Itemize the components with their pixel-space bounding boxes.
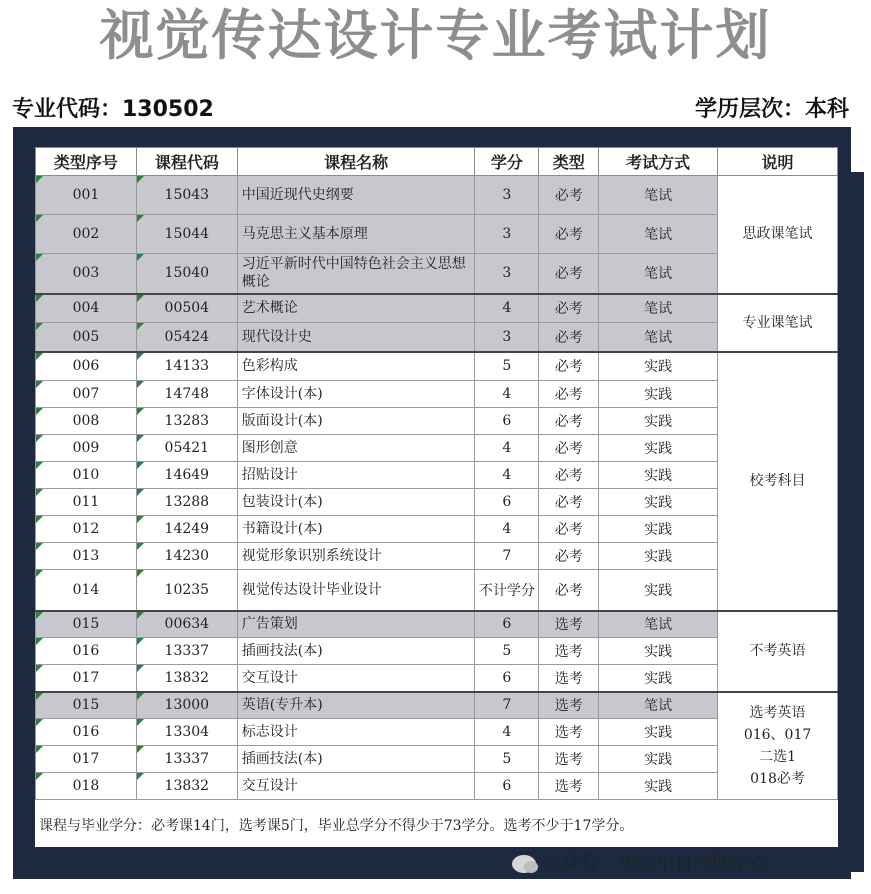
cell-type-no: 007 (36, 381, 137, 408)
cell-exam-method: 笔试 (599, 215, 718, 254)
cell-course-name: 字体设计(本) (237, 381, 475, 408)
header-credits: 学分 (475, 148, 539, 176)
cell-credits: 6 (475, 489, 539, 516)
cell-credits: 4 (475, 381, 539, 408)
cell-course-name: 视觉形象识别系统设计 (237, 543, 475, 570)
table-row (36, 638, 838, 665)
cell-course-code: 00634 (136, 611, 237, 638)
cell-course-code: 14230 (136, 543, 237, 570)
cell-exam-method: 笔试 (599, 611, 718, 638)
cell-type: 必考 (539, 516, 599, 543)
cell-course-name: 习近平新时代中国特色社会主义思想概论 (237, 254, 475, 294)
cell-course-code: 13832 (136, 665, 237, 692)
cell-type-no: 013 (36, 543, 137, 570)
cell-exam-method: 实践 (599, 570, 718, 611)
cell-exam-method: 实践 (599, 516, 718, 543)
watermark (512, 848, 769, 875)
cell-exam-method: 笔试 (599, 323, 718, 352)
cell-course-name: 版面设计(本) (237, 408, 475, 435)
cell-course-name: 广告策划 (237, 611, 475, 638)
cell-type-no: 008 (36, 408, 137, 435)
cell-course-name: 插画技法(本) (237, 638, 475, 665)
table-row (36, 516, 838, 543)
cell-type-no: 016 (36, 719, 137, 746)
table-row (36, 543, 838, 570)
cell-course-code: 13283 (136, 408, 237, 435)
cell-type-no: 017 (36, 665, 137, 692)
cell-credits: 不计学分 (475, 570, 539, 611)
cell-course-code: 14249 (136, 516, 237, 543)
cell-course-name: 书籍设计(本) (237, 516, 475, 543)
cell-course-code: 13304 (136, 719, 237, 746)
note-major-written: 专业课笔试 (718, 294, 838, 352)
header-notes: 说明 (718, 148, 838, 176)
cell-type: 必考 (539, 215, 599, 254)
cell-exam-method: 实践 (599, 381, 718, 408)
cell-course-code: 14649 (136, 462, 237, 489)
note-line: 二选1 (759, 748, 796, 765)
cell-course-name: 交互设计 (237, 773, 475, 800)
table-row (36, 692, 838, 719)
cell-type: 必考 (539, 352, 599, 381)
table-row (36, 719, 838, 746)
credit-requirements: 课程与毕业学分：必考课14门，选考课5门，毕业总学分不得少于73学分。选考不少于17学分。 (39, 818, 634, 834)
cell-credits: 4 (475, 294, 539, 323)
table-row (36, 462, 838, 489)
cell-course-name: 招贴设计 (237, 462, 475, 489)
cell-credits: 6 (475, 611, 539, 638)
cell-credits: 7 (475, 543, 539, 570)
note-line: 018必考 (750, 770, 805, 787)
cell-credits: 4 (475, 462, 539, 489)
cell-exam-method: 实践 (599, 773, 718, 800)
cell-credits: 4 (475, 435, 539, 462)
header-row (36, 148, 838, 176)
cell-type: 选考 (539, 773, 599, 800)
cell-credits: 3 (475, 176, 539, 215)
cell-course-code: 13288 (136, 489, 237, 516)
cell-type-no: 002 (36, 215, 137, 254)
cell-type: 选考 (539, 719, 599, 746)
note-ideology: 思政课笔试 (718, 176, 838, 294)
cell-type-no: 017 (36, 746, 137, 773)
cell-exam-method: 笔试 (599, 692, 718, 719)
cell-course-code: 15044 (136, 215, 237, 254)
cell-type: 必考 (539, 176, 599, 215)
cell-course-code: 14133 (136, 352, 237, 381)
table-row (36, 773, 838, 800)
cell-course-name: 英语(专升本) (237, 692, 475, 719)
cell-type-no: 015 (36, 692, 137, 719)
cell-course-name: 中国近现代史纲要 (237, 176, 475, 215)
table-row (36, 489, 838, 516)
cell-exam-method: 实践 (599, 462, 718, 489)
cell-type: 选考 (539, 665, 599, 692)
cell-credits: 5 (475, 352, 539, 381)
cell-course-code: 13832 (136, 773, 237, 800)
cell-course-code: 15043 (136, 176, 237, 215)
table-row (36, 294, 838, 323)
cell-credits: 6 (475, 665, 539, 692)
cell-type: 必考 (539, 570, 599, 611)
cell-course-name: 色彩构成 (237, 352, 475, 381)
cell-type-no: 014 (36, 570, 137, 611)
table-row (36, 611, 838, 638)
cell-type-no: 006 (36, 352, 137, 381)
table-row (36, 665, 838, 692)
cell-type: 必考 (539, 435, 599, 462)
cell-course-code: 05424 (136, 323, 237, 352)
cell-course-name: 艺术概论 (237, 294, 475, 323)
page-title: 视觉传达设计专业考试计划 (99, 4, 772, 67)
table-row (36, 435, 838, 462)
cell-type-no: 004 (36, 294, 137, 323)
cell-course-code: 13337 (136, 746, 237, 773)
cell-type: 必考 (539, 254, 599, 294)
cell-course-name: 标志设计 (237, 719, 475, 746)
cell-type: 必考 (539, 408, 599, 435)
cell-type-no: 016 (36, 638, 137, 665)
note-line: 016、017 (743, 726, 812, 743)
cell-exam-method: 实践 (599, 408, 718, 435)
wechat-icon (512, 855, 536, 873)
note-no-english: 不考英语 (718, 611, 838, 692)
header-type: 类型 (539, 148, 599, 176)
table-row (36, 215, 838, 254)
header-course-name: 课程名称 (237, 148, 475, 176)
cell-exam-method: 实践 (599, 435, 718, 462)
cell-type-no: 003 (36, 254, 137, 294)
cell-credits: 6 (475, 773, 539, 800)
cell-credits: 3 (475, 323, 539, 352)
cell-credits: 7 (475, 692, 539, 719)
cell-exam-method: 笔试 (599, 294, 718, 323)
cell-course-name: 视觉传达设计毕业设计 (237, 570, 475, 611)
cell-type-no: 012 (36, 516, 137, 543)
table-row (36, 352, 838, 381)
cell-course-name: 现代设计史 (237, 323, 475, 352)
cell-course-code: 13000 (136, 692, 237, 719)
watermark-text: 公众号 · 华农小自考助学点 (542, 852, 770, 874)
education-level: 学历层次：本科 (694, 97, 849, 122)
cell-type: 选考 (539, 692, 599, 719)
table-row (36, 323, 838, 352)
cell-exam-method: 笔试 (599, 254, 718, 294)
frame-shadow (848, 172, 864, 872)
header-exam-method: 考试方式 (599, 148, 718, 176)
cell-course-name: 交互设计 (237, 665, 475, 692)
cell-credits: 3 (475, 254, 539, 294)
cell-type: 必考 (539, 543, 599, 570)
cell-course-code: 15040 (136, 254, 237, 294)
header-course-code: 课程代码 (136, 148, 237, 176)
cell-type: 必考 (539, 323, 599, 352)
cell-course-name: 包装设计(本) (237, 489, 475, 516)
note-line: 选考英语 (749, 704, 806, 721)
cell-credits: 3 (475, 215, 539, 254)
exam-plan-board (35, 147, 838, 847)
cell-course-name: 马克思主义基本原理 (237, 215, 475, 254)
cell-credits: 5 (475, 638, 539, 665)
cell-exam-method: 实践 (599, 719, 718, 746)
cell-type: 必考 (539, 381, 599, 408)
table-row (36, 381, 838, 408)
cell-course-code: 05421 (136, 435, 237, 462)
cell-type: 选考 (539, 638, 599, 665)
header-type-no: 类型序号 (36, 148, 137, 176)
note-english-elective (718, 692, 838, 800)
cell-type: 必考 (539, 294, 599, 323)
cell-course-code: 10235 (136, 570, 237, 611)
cell-type-no: 005 (36, 323, 137, 352)
table-row (36, 570, 838, 611)
cell-exam-method: 实践 (599, 638, 718, 665)
table-row (36, 254, 838, 294)
cell-type-no: 009 (36, 435, 137, 462)
cell-type-no: 010 (36, 462, 137, 489)
note-school-exam: 校考科目 (718, 352, 838, 611)
table-row (36, 746, 838, 773)
major-code: 专业代码：130502 (12, 97, 214, 122)
exam-plan-table (35, 147, 838, 800)
cell-exam-method: 实践 (599, 543, 718, 570)
cell-course-name: 图形创意 (237, 435, 475, 462)
cell-course-code: 13337 (136, 638, 237, 665)
cell-exam-method: 实践 (599, 489, 718, 516)
cell-exam-method: 实践 (599, 746, 718, 773)
cell-credits: 6 (475, 408, 539, 435)
cell-exam-method: 实践 (599, 665, 718, 692)
table-row (36, 176, 838, 215)
cell-exam-method: 笔试 (599, 176, 718, 215)
cell-type: 必考 (539, 462, 599, 489)
cell-course-code: 14748 (136, 381, 237, 408)
cell-type-no: 011 (36, 489, 137, 516)
cell-type-no: 001 (36, 176, 137, 215)
cell-credits: 4 (475, 516, 539, 543)
cell-credits: 5 (475, 746, 539, 773)
cell-course-code: 00504 (136, 294, 237, 323)
cell-type: 选考 (539, 746, 599, 773)
cell-course-name: 插画技法(本) (237, 746, 475, 773)
cell-exam-method: 实践 (599, 352, 718, 381)
cell-type: 选考 (539, 611, 599, 638)
cell-type-no: 018 (36, 773, 137, 800)
cell-type-no: 015 (36, 611, 137, 638)
cell-type: 必考 (539, 489, 599, 516)
table-row (36, 408, 838, 435)
cell-credits: 4 (475, 719, 539, 746)
